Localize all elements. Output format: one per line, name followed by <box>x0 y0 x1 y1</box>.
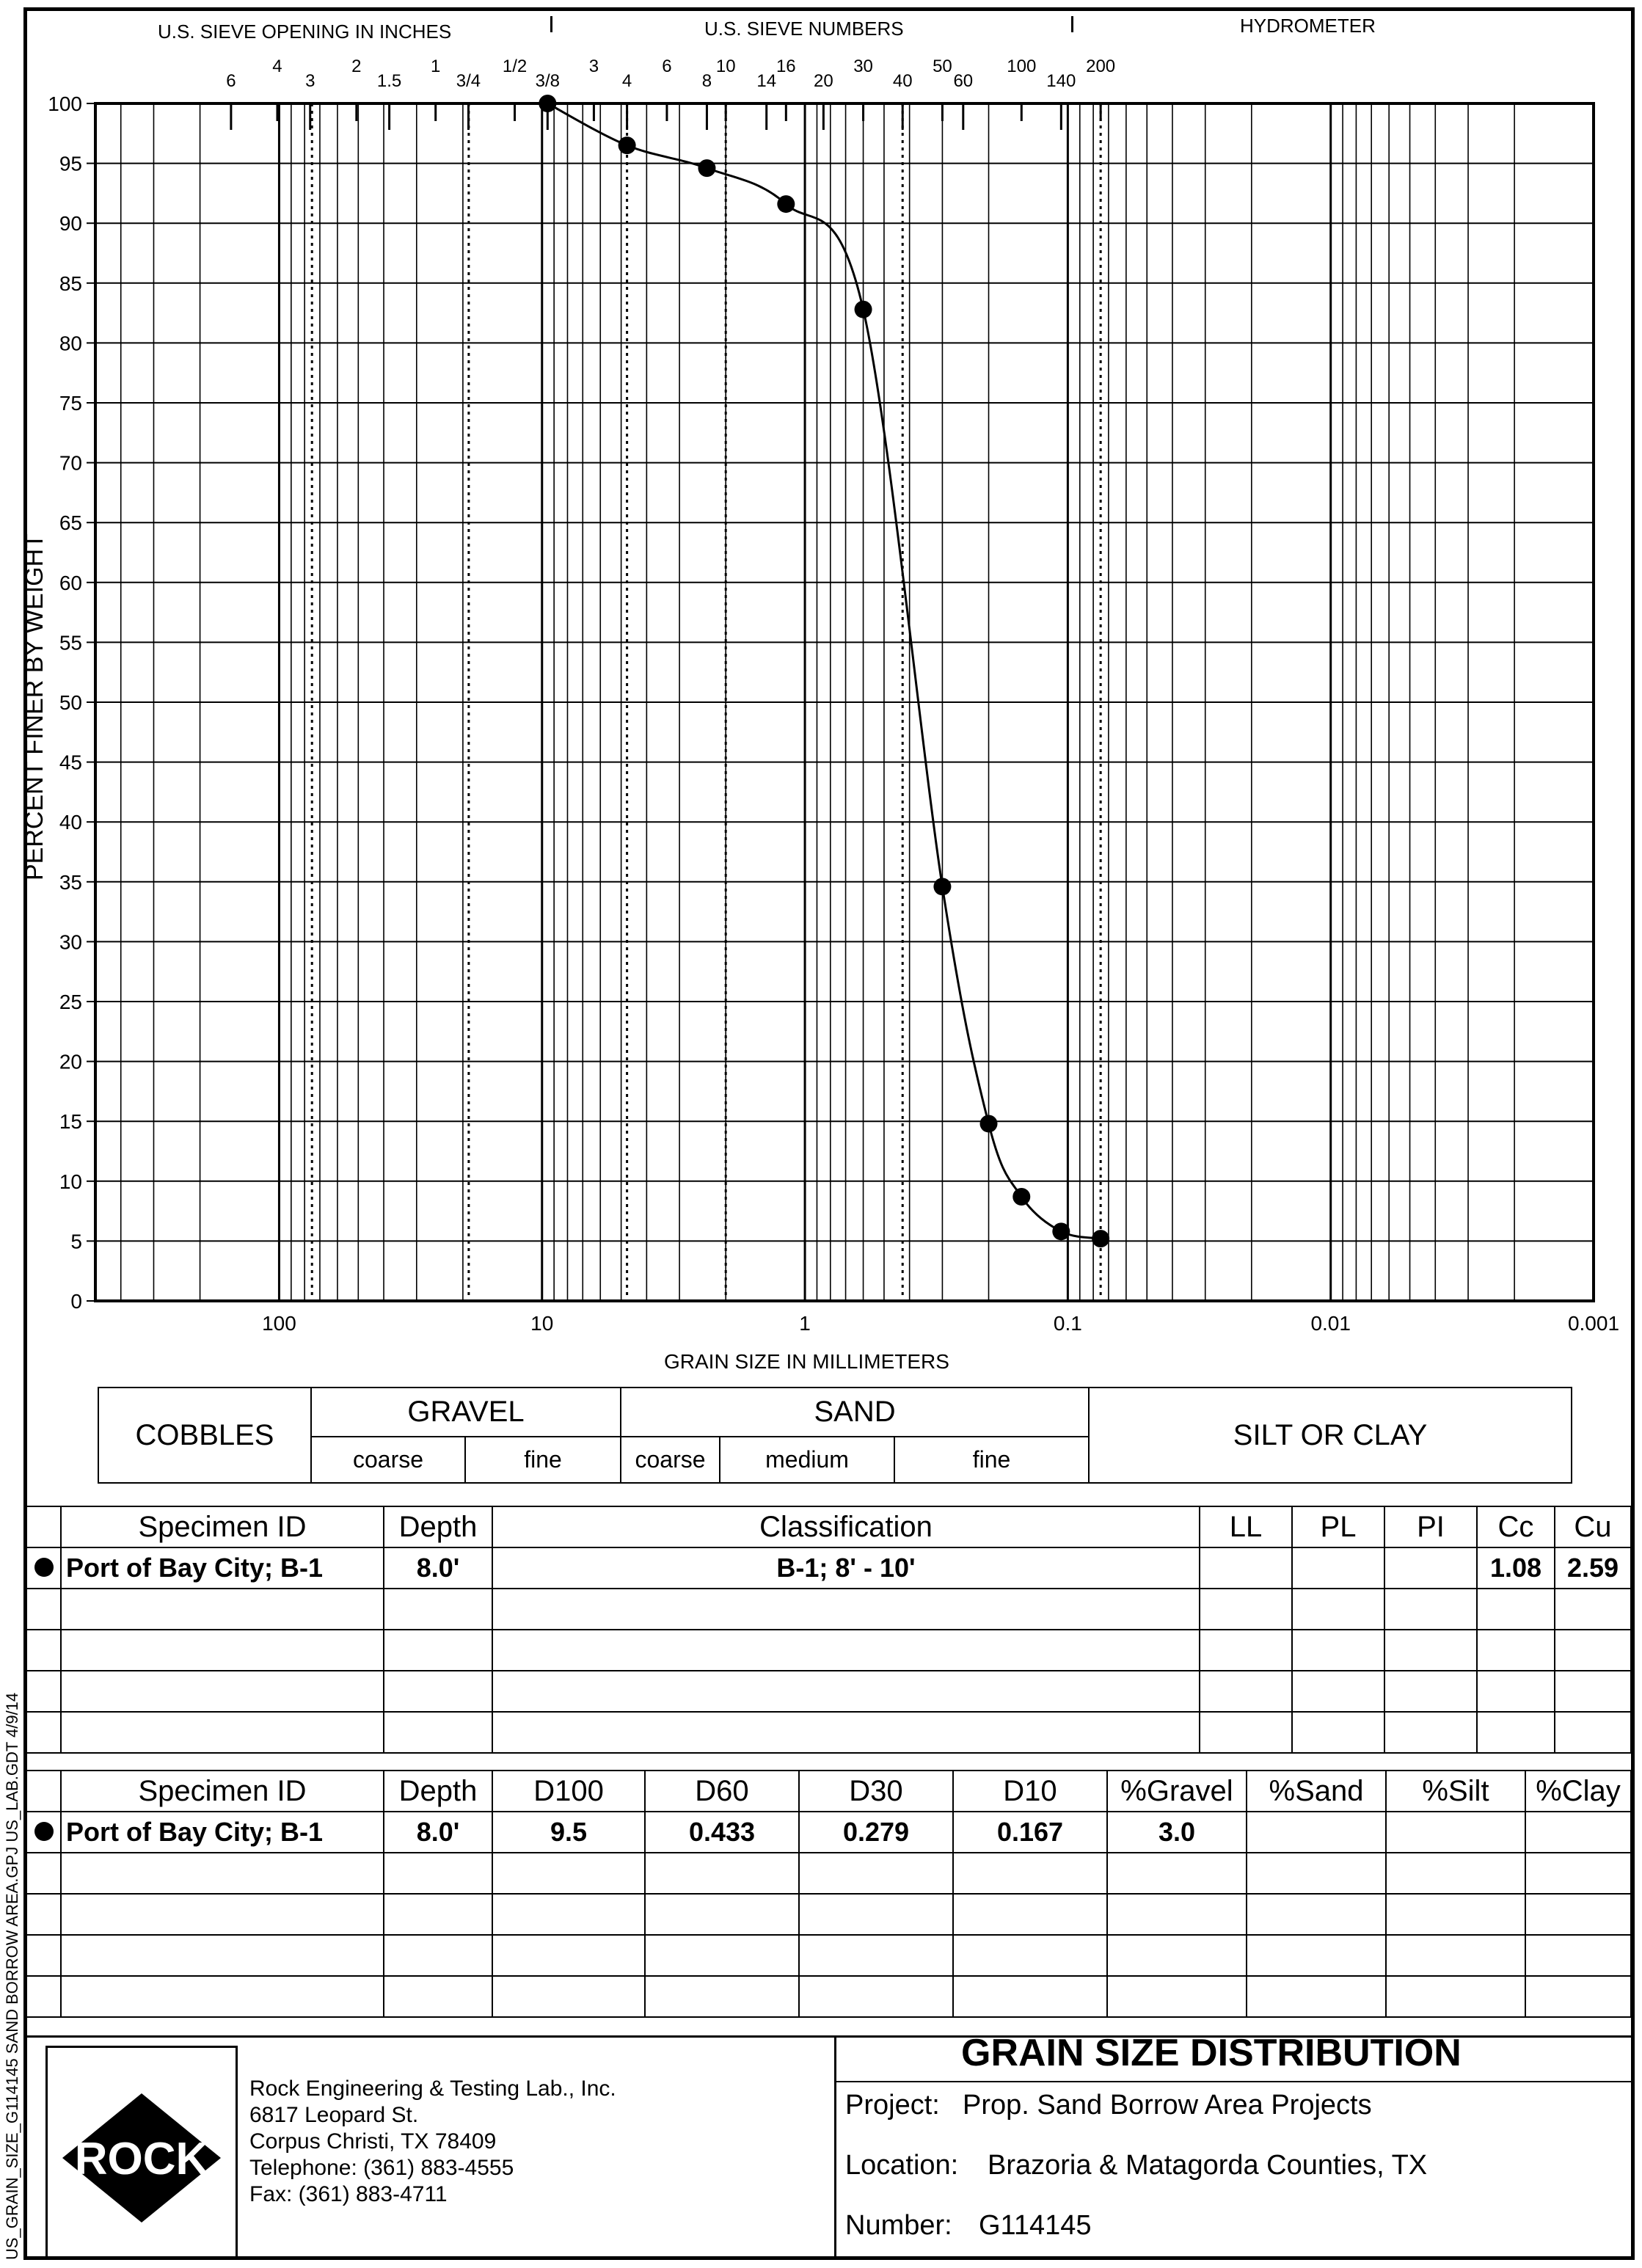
sieve-label: 60 <box>953 71 974 91</box>
sieve-label: 1/2 <box>502 56 528 76</box>
table-row <box>27 1935 1631 1976</box>
silt-percent-value <box>1386 1812 1525 1853</box>
d10-value: 0.167 <box>953 1812 1107 1853</box>
specimen-id-header: Specimen ID <box>61 1506 384 1547</box>
x-tick-label: 1 <box>799 1312 811 1335</box>
clay-percent-value <box>1525 1812 1631 1853</box>
cu-header: Cu <box>1555 1506 1631 1547</box>
y-tick-label: 10 <box>59 1170 82 1193</box>
company-street: 6817 Leopard St. <box>249 2103 419 2127</box>
x-tick-label: 0.001 <box>1567 1312 1620 1335</box>
sieve-label: 40 <box>892 71 913 91</box>
y-tick-label: 60 <box>59 571 82 594</box>
table-row <box>27 1630 1631 1671</box>
company-logo <box>45 2046 238 2258</box>
y-tick-label: 75 <box>59 392 82 415</box>
sand-fine-cell: fine <box>894 1437 1089 1483</box>
y-tick-label: 20 <box>59 1050 82 1073</box>
pi-value <box>1384 1547 1477 1589</box>
y-tick-label: 65 <box>59 511 82 535</box>
sieve-opening-label: U.S. SIEVE OPENING IN INCHES <box>158 21 452 43</box>
sieve-label: 1.5 <box>376 71 402 91</box>
sieve-label: 8 <box>701 71 712 91</box>
table-row <box>27 1671 1631 1712</box>
data-point <box>855 301 872 318</box>
cobbles-cell: COBBLES <box>98 1388 311 1483</box>
gravel-percent-header: %Gravel <box>1107 1771 1247 1812</box>
sieve-label: 50 <box>933 56 952 76</box>
depth-header: Depth <box>384 1771 492 1812</box>
footer-vertical-divider <box>834 2035 836 2257</box>
specimen-id: Port of Bay City; B-1 <box>61 1812 384 1853</box>
d100-value: 9.5 <box>492 1812 645 1853</box>
cc-value: 1.08 <box>1477 1547 1555 1589</box>
y-tick-label: 25 <box>59 991 82 1013</box>
company-name: Rock Engineering & Testing Lab., Inc. <box>249 2076 616 2101</box>
specimen-marker-icon <box>34 1822 54 1841</box>
data-point <box>933 878 951 895</box>
number-value: G114145 <box>979 2210 1092 2241</box>
sieve-label: 200 <box>1086 56 1116 76</box>
title-underline <box>836 2081 1631 2082</box>
y-tick-label: 5 <box>70 1230 82 1253</box>
d100-header: D100 <box>492 1771 645 1812</box>
pi-header: PI <box>1384 1506 1477 1547</box>
gravel-fine-cell: fine <box>465 1437 621 1483</box>
location-label: Location: <box>845 2150 959 2181</box>
specimen-id-header: Specimen ID <box>61 1771 384 1812</box>
specimen-classification-table <box>27 1506 1632 1754</box>
sieve-label: 100 <box>1007 56 1037 76</box>
gravel-coarse-cell: coarse <box>311 1437 465 1483</box>
d30-header: D30 <box>799 1771 953 1812</box>
soil-classification-table <box>98 1387 1572 1484</box>
depth: 8.0' <box>384 1812 492 1853</box>
sieve-label: 20 <box>814 71 833 91</box>
y-axis-label: PERCENT FINER BY WEIGHT <box>21 533 48 880</box>
sand-percent-header: %Sand <box>1247 1771 1386 1812</box>
location-value: Brazoria & Matagorda Counties, TX <box>988 2150 1428 2181</box>
data-point <box>619 136 636 154</box>
depth: 8.0' <box>384 1547 492 1589</box>
y-tick-label: 55 <box>59 631 82 654</box>
gravel-percent-value: 3.0 <box>1107 1812 1247 1853</box>
sieve-label: 4 <box>272 56 282 76</box>
pl-header: PL <box>1292 1506 1384 1547</box>
data-point <box>980 1115 998 1132</box>
classification-header: Classification <box>492 1506 1200 1547</box>
specimen-gradation-table <box>27 1770 1632 2018</box>
sieve-label: 4 <box>621 71 632 91</box>
table-row <box>27 1853 1631 1894</box>
clay-percent-header: %Clay <box>1525 1771 1631 1812</box>
sieve-label: 10 <box>715 56 736 76</box>
company-telephone: Telephone: (361) 883-4555 <box>249 2156 514 2180</box>
y-tick-label: 85 <box>59 271 82 295</box>
sieve-label: 3 <box>305 71 315 91</box>
table-row <box>27 1547 1631 1589</box>
data-point <box>1052 1222 1070 1240</box>
logo-text: ROCK <box>74 2134 209 2184</box>
sieve-numbers-label: U.S. SIEVE NUMBERS <box>704 18 904 40</box>
y-tick-label: 35 <box>59 870 82 894</box>
gravel-cell: GRAVEL <box>311 1388 621 1437</box>
silt-percent-header: %Silt <box>1386 1771 1525 1812</box>
sieve-label: 1 <box>431 56 441 76</box>
y-tick-label: 90 <box>59 212 82 236</box>
y-tick-label: 30 <box>59 930 82 954</box>
silt-clay-cell: SILT OR CLAY <box>1089 1388 1572 1483</box>
sieve-label: 140 <box>1046 71 1076 91</box>
ll-value <box>1200 1547 1292 1589</box>
d60-value: 0.433 <box>645 1812 799 1853</box>
y-tick-label: 40 <box>59 811 82 834</box>
y-tick-label: 100 <box>48 92 82 115</box>
sieve-ticks <box>226 56 1115 130</box>
sieve-label: 3/4 <box>456 71 481 91</box>
sieve-label: 3 <box>588 56 599 76</box>
sand-coarse-cell: coarse <box>621 1437 720 1483</box>
hydrometer-label: HYDROMETER <box>1240 15 1376 37</box>
cu-value: 2.59 <box>1555 1547 1631 1589</box>
x-tick-label: 0.1 <box>1053 1312 1082 1335</box>
sieve-label: 14 <box>756 71 777 91</box>
sand-percent-value <box>1247 1812 1386 1853</box>
y-tick-label: 80 <box>59 332 82 355</box>
classification: B-1; 8' - 10' <box>492 1547 1200 1589</box>
specimen-marker-icon <box>34 1558 54 1577</box>
d30-value: 0.279 <box>799 1812 953 1853</box>
sieve-label: 3/8 <box>535 71 561 91</box>
sand-medium-cell: medium <box>720 1437 894 1483</box>
data-point <box>1092 1230 1109 1247</box>
company-fax: Fax: (361) 883-4711 <box>249 2182 448 2206</box>
table-row <box>27 1894 1631 1935</box>
y-tick-label: 50 <box>59 691 82 714</box>
sieve-label: 2 <box>351 56 362 76</box>
x-tick-label: 100 <box>262 1312 296 1335</box>
table-row <box>27 1589 1631 1630</box>
pl-value <box>1292 1547 1384 1589</box>
y-tick-label: 0 <box>70 1290 82 1313</box>
x-axis-ticks <box>262 1312 1619 1335</box>
sieve-label: 6 <box>662 56 672 76</box>
x-tick-label: 0.01 <box>1310 1312 1351 1335</box>
chart-grid <box>95 103 1594 1301</box>
data-points <box>539 95 1109 1247</box>
ll-header: LL <box>1200 1506 1292 1547</box>
sand-cell: SAND <box>621 1388 1089 1437</box>
y-tick-label: 15 <box>59 1110 82 1134</box>
sieve-label: 6 <box>226 71 236 91</box>
table-row <box>27 1976 1631 2017</box>
report-title: GRAIN SIZE DISTRIBUTION <box>961 2032 1462 2074</box>
project-label: Project: <box>845 2090 940 2121</box>
number-label: Number: <box>845 2210 952 2241</box>
table-row <box>27 1712 1631 1753</box>
y-tick-label: 45 <box>59 751 82 774</box>
sieve-label: 16 <box>776 56 796 76</box>
y-tick-label: 70 <box>59 451 82 475</box>
cc-header: Cc <box>1477 1506 1555 1547</box>
side-note: US_GRAIN_SIZE_G114145 SAND BORROW AREA.GPJ US_LAB.GDT 4/9/14 <box>3 1692 21 2260</box>
depth-header: Depth <box>384 1506 492 1547</box>
d60-header: D60 <box>645 1771 799 1812</box>
y-tick-label: 95 <box>59 152 82 175</box>
data-point <box>777 195 795 213</box>
sieve-label: 30 <box>853 56 873 76</box>
y-axis-ticks <box>48 92 95 1313</box>
table-row <box>27 1812 1631 1853</box>
x-axis-label: GRAIN SIZE IN MILLIMETERS <box>664 1350 949 1373</box>
x-tick-label: 10 <box>530 1312 554 1335</box>
gradation-curve <box>547 103 1101 1239</box>
d10-header: D10 <box>953 1771 1107 1812</box>
project-value: Prop. Sand Borrow Area Projects <box>963 2090 1372 2121</box>
specimen-id: Port of Bay City; B-1 <box>61 1547 384 1589</box>
company-city: Corpus Christi, TX 78409 <box>249 2129 497 2154</box>
data-point <box>698 159 715 177</box>
data-point <box>1012 1188 1030 1206</box>
